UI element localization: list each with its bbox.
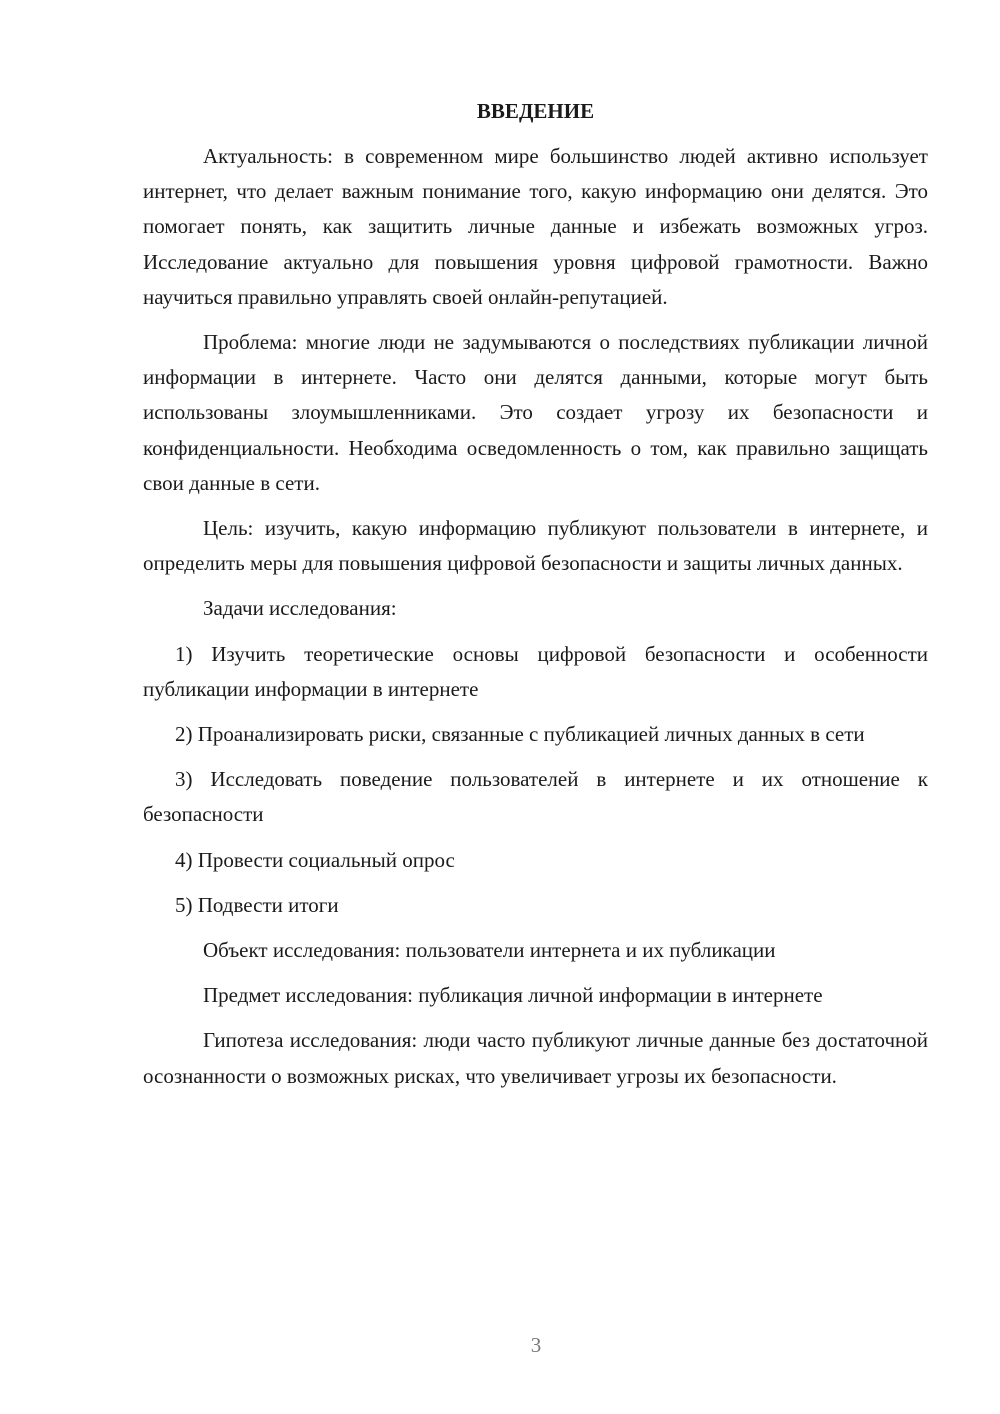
paragraph-relevance: Актуальность: в современном мире большинство людей активно использует интернет, что делает важным понимание того, какую информацию они делятся. Это помогает понять, как защитить личные данные и избежать возможных угроз. Исследование актуально для повышения уровня цифровой грамотности. Важно научиться правильно управлять своей онлайн-репутацией. xyxy=(143,144,928,309)
paragraph-problem: Проблема: многие люди не задумываются о последствиях публикации личной информации в интернете. Часто они делятся данными, которые могут быть использованы злоумышленниками. Это создает угрозу их безопасности и конфиденциальности. Необходима осведомленность о том, как правильно защищать свои данные в сети. xyxy=(143,330,928,495)
paragraph-goal: Цель: изучить, какую информацию публикуют пользователи в интернете, и определить меры для повышения цифровой безопасности и защиты личных данных. xyxy=(143,516,928,576)
task-item-1: 1) Изучить теоретические основы цифровой безопасности и особенности публикации информации в интернете xyxy=(143,641,928,701)
paragraph-object: Объект исследования: пользователи интернета и их публикации xyxy=(203,938,776,963)
task-item-5: 5) Подвести итоги xyxy=(175,892,339,917)
task-item-3: 3) Исследовать поведение пользователей в интернете и их отношение к безопасности xyxy=(143,767,928,827)
paragraph-subject: Предмет исследования: публикация личной информации в интернете xyxy=(203,983,823,1008)
page-number: 3 xyxy=(530,1333,542,1357)
paragraph-hypothesis: Гипотеза исследования: люди часто публикуют личные данные без достаточной осознанности о возможных рисках, что увеличивает угрозы их безопасности. xyxy=(143,1028,928,1088)
page-title: ВВЕДЕНИЕ xyxy=(476,99,595,123)
task-item-4: 4) Провести социальный опрос xyxy=(175,847,455,872)
document-page xyxy=(143,94,928,1104)
task-item-2: 2) Проанализировать риски, связанные с публикацией личных данных в сети xyxy=(175,722,865,747)
tasks-heading: Задачи исследования: xyxy=(203,596,397,621)
